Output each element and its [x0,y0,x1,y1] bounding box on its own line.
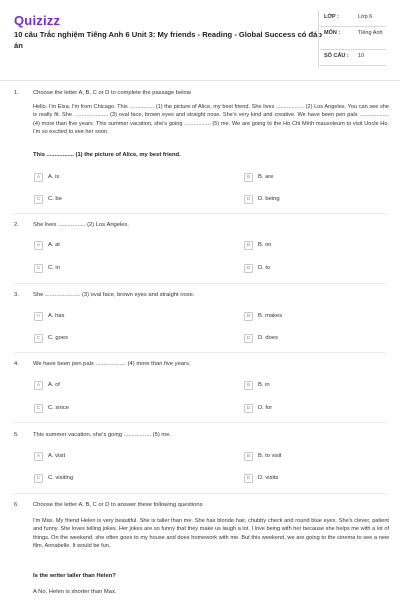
option-b[interactable] [244,311,282,321]
question-text: She lives ................. (2) Los Angeles. [33,222,130,228]
option-letter: C [34,334,43,343]
option-text: B. to visit [258,453,282,459]
option-letter: A [34,452,43,461]
option-c[interactable] [34,473,73,483]
reading-passage: Hello. I'm Elsa. I'm from Chicago. This ................ (1) the picture of Alice, my best friend. She lives .................. (2) Los Angeles. You can see she is really fit. She ...................... (3) oval face, brown eyes and straight nose. She's very kind and creative. We have been pen pals ................... (4) more than five years. This summer vacation, she's going ................. (5) me. We are going to the Ho Chi Minh mausoleum to visit Uncle Ho. I'm so excited to see her soon. [33,104,389,136]
option-text: C. since [48,405,69,411]
option-c[interactable] [34,263,60,273]
option-text: C. in [48,265,60,271]
sub-question: Is the writer taller than Helen? [33,573,116,579]
option-text: A. of [48,382,60,388]
option-letter: D [244,474,253,483]
question-number: 3. [14,292,19,298]
option-text: B. makes [258,313,283,319]
option-text: B. in [258,382,270,388]
answer-option[interactable]: A No, Helen is shorter than Max. [33,589,117,595]
option-text: D. visits [258,475,279,481]
option-letter: A [34,312,43,321]
option-text: C. goes [48,335,68,341]
meta-key: LỚP : [324,14,339,20]
option-text: D. being [258,196,280,202]
option-letter: B [244,312,253,321]
option-a[interactable] [34,311,64,321]
page-title: 10 câu Trắc nghiệm Tiếng Anh 6 Unit 3: My friends - Reading - Global Success có đáp án [14,30,323,50]
meta-value: 10 [358,53,365,59]
option-d[interactable] [244,333,278,343]
meta-value: Lớp 6 [358,14,373,20]
meta-divider [318,10,319,68]
option-letter: C [34,195,43,204]
option-letter: A [34,381,43,390]
option-b[interactable] [244,240,272,250]
question-separator [14,352,386,353]
option-b[interactable] [244,380,270,390]
option-d[interactable] [244,263,270,273]
option-a[interactable] [34,451,65,461]
question-text: We have been pen pals ................... (4) more than five years. [33,361,191,367]
question-text: She ...................... (3) oval face, brown eyes and straight nose. [33,292,195,298]
question-text: Choose the letter A, B, C or D to complete the passage below [33,90,191,96]
option-c[interactable] [34,403,69,413]
option-letter: A [34,241,43,250]
option-text: D. does [258,335,278,341]
option-text: A. visit [48,453,66,459]
option-text: C. be [48,196,62,202]
option-d[interactable] [244,403,272,413]
reading-passage: I'm Max. My friend Helen is very beautiful. She is taller than me. She has blonde hair, chubby check and round blue eyes. She's clever, patient and funny. She loves telling jokes. Her jokes are so funny that they make us laugh a lot. I love being with her because she helps me with a lot of things. On the weekend, she often goes to my house and does homework with me. But this weekend, we are going to the cinema to see a new film, Annabelle. It would be fun. [33,518,389,550]
header-divider [0,80,400,81]
meta-row-subject [320,27,386,50]
question-number: 1. [14,90,19,96]
option-text: B. are [258,174,274,180]
quizizz-logo[interactable]: Quizizz [14,13,61,28]
meta-key: SỐ CÂU : [324,53,349,59]
option-text: A. at [48,242,60,248]
option-text: D. to [258,265,271,271]
question-number: 5. [14,432,19,438]
question-number: 4. [14,361,19,367]
question-separator [14,422,386,423]
option-a[interactable] [34,172,59,182]
option-letter: D [244,334,253,343]
option-letter: D [244,195,253,204]
option-d[interactable] [244,473,278,483]
option-text: A. has [48,313,65,319]
question-number: 2. [14,222,19,228]
question-separator [14,213,386,214]
question-separator [14,493,386,494]
option-letter: C [34,474,43,483]
option-text: A. is [48,174,60,180]
question-number: 6. [14,502,19,508]
option-letter: B [244,381,253,390]
option-letter: C [34,264,43,273]
question-text: This summer vacation, she's going ................. (5) me. [33,432,172,438]
option-letter: B [244,452,253,461]
option-text: C. visiting [48,475,74,481]
meta-row-count [320,50,386,66]
option-a[interactable] [34,240,60,250]
sub-question: This ................. (1) the picture of Alice, my best friend. [33,152,181,158]
option-letter: D [244,264,253,273]
meta-value: Tiếng Anh [358,30,383,36]
option-letter: B [244,173,253,182]
option-b[interactable] [244,451,282,461]
header [0,0,400,78]
option-c[interactable] [34,194,62,204]
option-b[interactable] [244,172,273,182]
meta-row-class [320,11,386,27]
option-letter: A [34,173,43,182]
option-c[interactable] [34,333,68,343]
meta-key: MÔN : [324,30,341,36]
meta-table [320,11,386,66]
question-text: Choose the letter A, B, C or D to answer these following questions [33,502,203,508]
option-letter: B [244,241,253,250]
option-letter: C [34,404,43,413]
question-separator [14,283,386,284]
option-text: B. on [258,242,272,248]
option-letter: D [244,404,253,413]
option-d[interactable] [244,194,280,204]
option-text: D. for [258,405,273,411]
option-a[interactable] [34,380,60,390]
